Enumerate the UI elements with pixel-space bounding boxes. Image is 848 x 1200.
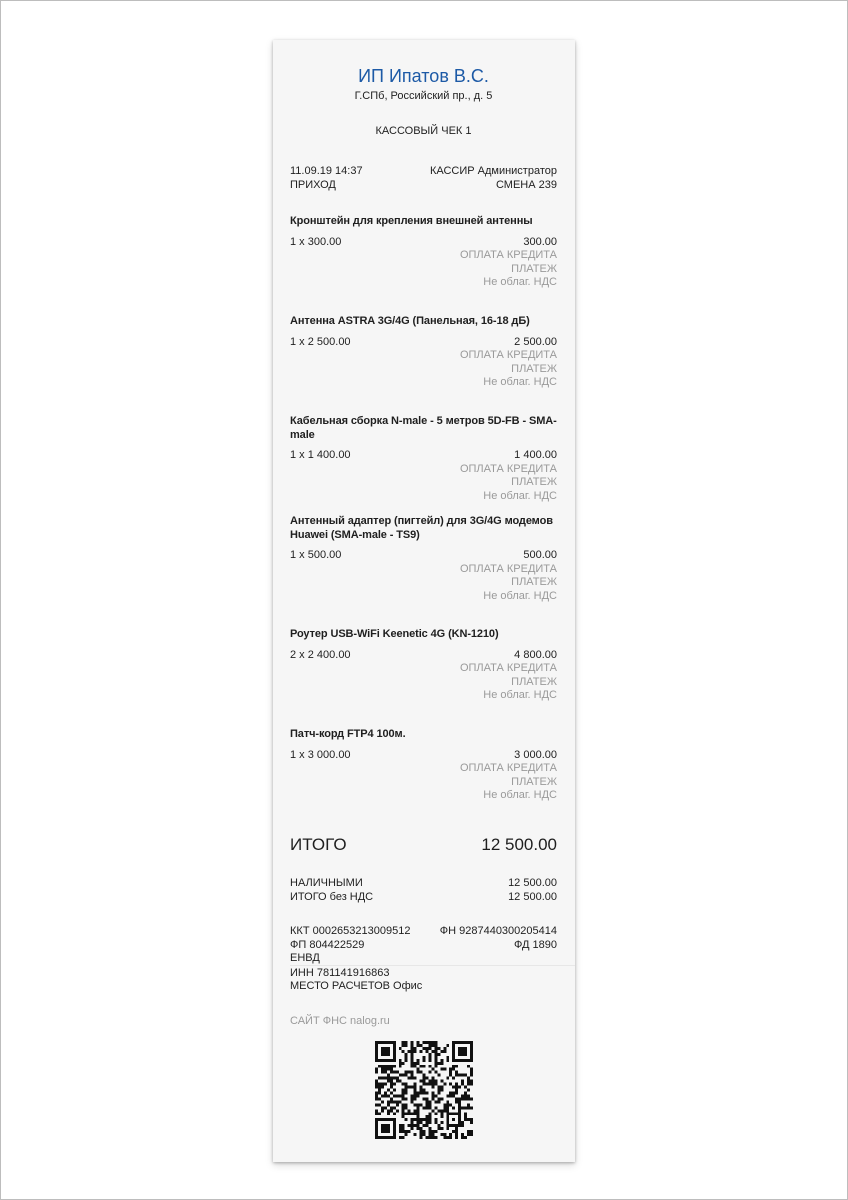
item-payment-method: ОПЛАТА КРЕДИТА [459,462,557,475]
item-line [290,336,557,350]
receipt-datetime: 11.09.19 14:37 [290,165,363,177]
kkt-number: ККТ 0002653213009512 [290,925,411,937]
item-name: Роутер USB-WiFi Keenetic 4G (KN-1210) [290,628,499,640]
novat-label: ИТОГО без НДС [290,890,374,903]
item-name: Антенный адаптер (пигтейл) для 3G/4G модемов Huawei (SMA-male - TS9) [290,515,553,541]
item-line [290,449,557,463]
item-payment-subject: ПЛАТЕЖ [511,576,557,588]
operation-type: ПРИХОД [290,178,336,191]
item-payment-method: ОПЛАТА КРЕДИТА [459,762,557,774]
tax-system: ЕНВД [290,952,320,964]
item-payment-subject: ПЛАТЕЖ [511,775,557,788]
item-sum: 2 500.00 [514,335,557,348]
fns-site-link[interactable]: САЙТ ФНС nalog.ru [290,1015,390,1027]
item-payment-method: ОПЛАТА КРЕДИТА [459,249,557,261]
total-row [290,835,557,855]
item-vat: Не облаг. НДС [483,276,557,288]
item-line [290,236,557,250]
item-sum: 500.00 [523,549,557,561]
fiscal-row-2 [290,939,557,953]
item-sum: 3 000.00 [514,748,557,761]
item-vat: Не облаг. НДС [483,489,557,502]
item-payment-subject: ПЛАТЕЖ [511,476,557,488]
item-name: Кронштейн для крепления внешней антенны [290,215,533,227]
item-line [290,649,557,663]
fp-number: ФП 804422529 [290,938,365,951]
item-vat: Не облаг. НДС [483,789,557,801]
cash-row [290,877,557,891]
list-item [290,628,557,703]
novat-value: 12 500.00 [508,890,557,903]
item-payment-subject: ПЛАТЕЖ [511,262,557,275]
fiscal-row-1 [290,925,557,939]
cash-value: 12 500.00 [508,877,557,889]
item-qty-price: 1 x 2 500.00 [290,335,351,348]
item-payment-method: ОПЛАТА КРЕДИТА [459,662,557,674]
item-sum: 1 400.00 [514,449,557,461]
settlement-place: МЕСТО РАСЧЕТОВ Офис [290,980,423,992]
item-sum: 4 800.00 [514,648,557,661]
item-payment-subject: ПЛАТЕЖ [511,362,557,375]
meta-row-2 [290,179,557,193]
fd-number: ФД 1890 [514,938,557,951]
item-qty-price: 2 x 2 400.00 [290,648,351,661]
item-line [290,549,557,563]
item-name: Кабельная сборка N-male - 5 метров 5D-FB - SMA-male [290,415,557,441]
shift-number: СМЕНА 239 [495,178,557,191]
list-item [290,728,557,803]
item-line [290,749,557,763]
list-item [290,515,557,603]
receipt [273,40,575,1162]
item-vat: Не облаг. НДС [483,589,557,602]
receipt-title: КАССОВЫЙ ЧЕК 1 [375,125,472,137]
item-qty-price: 1 x 500.00 [290,549,342,561]
inn-number: ИНН 781141916863 [290,966,390,979]
cashier-name: КАССИР Администратор [429,165,557,177]
item-vat: Не облаг. НДС [483,376,557,388]
total-value: 12 500.00 [481,835,557,854]
item-payment-method: ОПЛАТА КРЕДИТА [459,349,557,361]
total-label: ИТОГО [290,835,347,854]
meta-row-1 [290,165,557,179]
cash-label: НАЛИЧНЫМИ [290,877,363,889]
item-qty-price: 1 x 300.00 [290,235,342,248]
seller-address: Г.СПб, Российский пр., д. 5 [354,90,493,102]
seller-name: ИП Ипатов В.С. [358,66,489,86]
item-payment-subject: ПЛАТЕЖ [511,675,557,688]
fn-number: ФН 9287440300205414 [439,925,557,937]
novat-row [290,891,557,905]
item-name: Антенна ASTRA 3G/4G (Панельная, 16-18 дБ) [290,315,530,327]
item-qty-price: 1 x 3 000.00 [290,748,351,761]
list-item [290,415,557,503]
list-item [290,215,557,290]
item-vat: Не облаг. НДС [483,689,557,701]
list-item [290,315,557,390]
item-payment-method: ОПЛАТА КРЕДИТА [459,562,557,575]
item-name: Патч-корд FTP4 100м. [290,728,406,740]
qr-code-icon [375,1041,473,1139]
item-sum: 300.00 [523,235,557,248]
item-qty-price: 1 x 1 400.00 [290,449,351,461]
